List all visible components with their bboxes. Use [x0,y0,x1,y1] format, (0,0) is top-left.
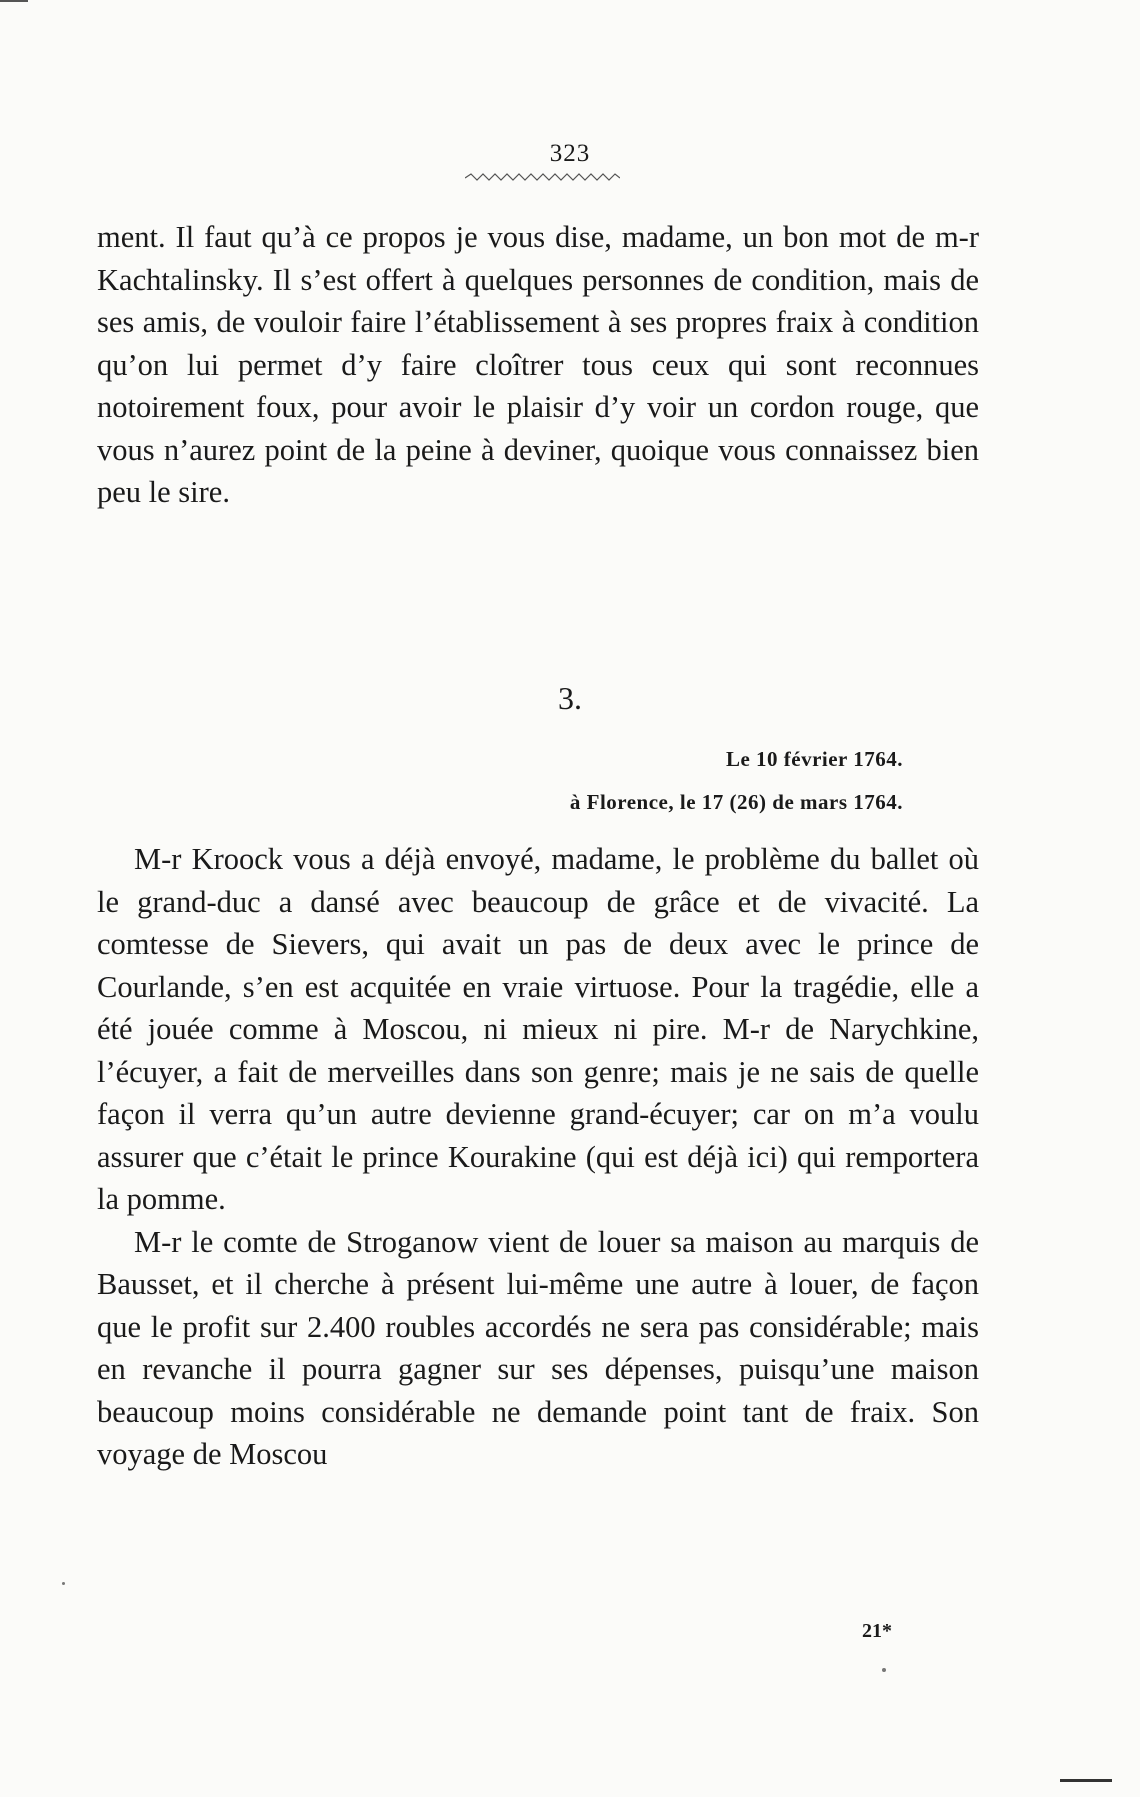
scan-speck [62,1582,65,1585]
letter-body [97,838,979,1476]
paragraph-3: M-r le comte de Stroganow vient de louer sa maison au marquis de Bausset, et il cherche à présent lui-même une autre à louer, de façon que le profit sur 2.400 roubles accordés ne sera pas considérable; mais en revanche il pourra gagner sur ses dépenses, puisqu’une maison beaucoup moins considérable ne demande point tant de fraix. Son voyage de Moscou [97,1224,979,1471]
paragraph-1: ment. Il faut qu’à ce propos je vous dise, madame, un bon mot de m-r Kachtalinsky. Il s’est offert à quelques personnes de condition, mais de ses amis, de vouloir faire l’établissement à ses propres fraix à condition qu’on lui permet d’y faire cloîtrer tous ceux qui sont reconnues notoirement foux, pour avoir le plaisir d’y voir un cordon rouge, que vous n’aurez point de la peine à deviner, quoique vous connaissez bien peu le sire. [97,220,979,509]
letter-continuation [97,216,979,514]
page-number: 323 [549,140,591,167]
scan-edge-mark [1060,1779,1112,1782]
letter-number: 3. [558,680,582,716]
letter-date-line-1: Le 10 février 1764. [725,747,903,771]
scan-speck [882,1668,886,1672]
header-ornament [465,170,620,186]
paragraph-2: M-r Kroock vous a déjà envoyé, madame, le problème du ballet où le grand-duc a dansé avec beaucoup de grâce et de vivacité. La comtesse de Sievers, qui avait un pas de deux avec le prince de Courlande, s’en est acquitée en vraie virtuose. Pour la tragédie, elle a été jouée comme à Moscou, ni mieux ni pire. M-r de Narychkine, l’écuyer, a fait de merveilles dans son genre; mais je ne sais de quelle façon il verra qu’un autre devienne grand-écuyer; car on m’a voulu assurer que c’était le prince Kourakine (qui est déjà ici) qui remportera la pomme. [97,842,979,1216]
letter-date-line-2: à Florence, le 17 (26) de mars 1764. [569,790,903,814]
scan-edge-mark [0,0,28,2]
gathering-signature: 21* [862,1620,892,1642]
